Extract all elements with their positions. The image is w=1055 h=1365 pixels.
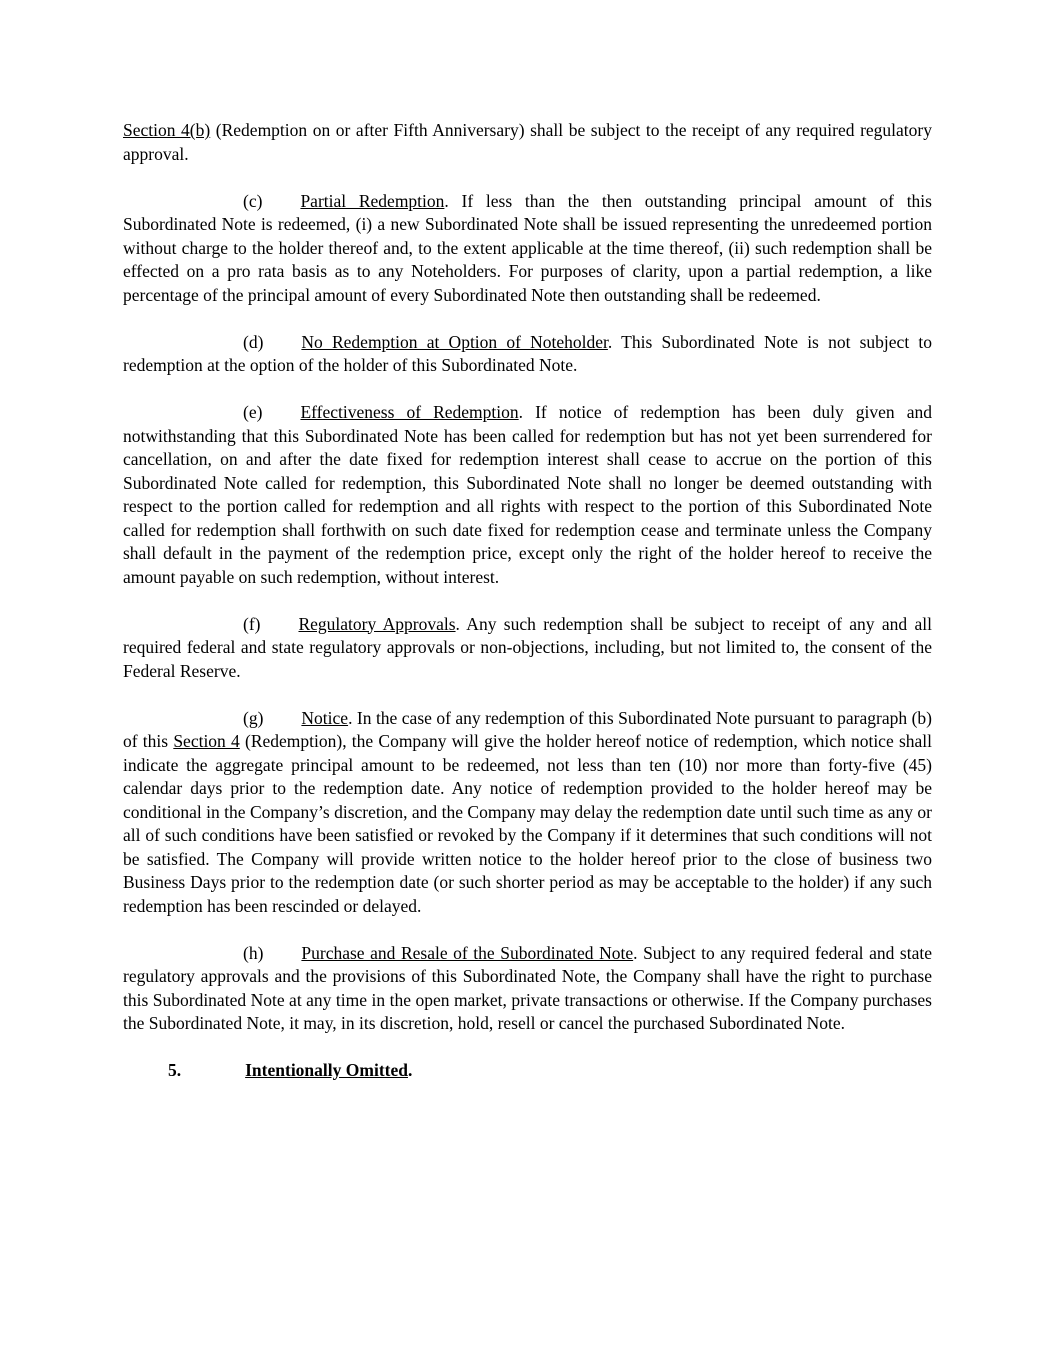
underlined-text: Section 4(b) [123,120,211,140]
underlined-text: Partial Redemption [300,190,445,211]
para-f [123,613,932,684]
text-run: . Subject to any required federal and state regulatory approvals and the provisions of this Subordinated Note, the Company shall have the right to purchase this Subordinated Note at any time in the open market, private transactions or otherwise. If the Company purchases the Subordinated Note, it may, in its discretion, hold, resell or cancel the purchased Subordinated Note. [123,942,932,1033]
underlined-text: No Redemption at Option of Noteholder [301,331,608,352]
text-run: . This Subordinated Note is not subject to redemption at the option of the holder of this Subordinated Note. [123,331,932,375]
para-g [123,707,932,919]
para-continuation [123,119,932,166]
para-h-label: (h) [243,942,264,963]
para-section-5-label: 5. [168,1060,182,1080]
text-run: . If less than the then outstanding principal amount of this Subordinated Note is redeemed, (i) a new Subordinated Note shall be issued representing the unredeemed portion without charge to the holder thereof and, to the extent applicable at the time thereof, (ii) such redemption shall be effected on a pro rata basis as to any Noteholders. For purposes of clarity, upon a partial redemption, a like percentage of the principal amount of every Subordinated Note then outstanding shall be redeemed. [123,190,932,305]
para-d-label: (d) [243,331,264,352]
underlined-text: Section 4 [173,731,240,751]
underlined-text: Intentionally Omitted [245,1060,408,1080]
para-c-label: (c) [243,190,263,211]
text-run: . If notice of redemption has been duly given and notwithstanding that this Subordinated Note has been called for redemption but has not yet been surrendered for cancellation, on and after the date fixed for redemption interest shall cease to accrue on the portion of this Subordinated Note called for redemption, this Subordinated Note shall no longer be deemed outstanding with respect to the portion called for redemption and all rights with respect to the portion of this Subordinated Note called for redemption shall forthwith on such date fixed for redemption cease and terminate unless the Company shall default in the payment of the redemption price, except only the right of the holder hereof to receive the amount payable on such redemption, without interest. [123,402,932,587]
para-e-label: (e) [243,402,263,422]
para-g-label: (g) [243,707,264,728]
para-section-5 [123,1059,932,1083]
underlined-text: Regulatory Approvals [298,613,456,634]
text-run: (Redemption), the Company will give the holder hereof notice of redemption, which notice shall indicate the aggregate principal amount to be redeemed, not less than ten (10) nor more than forty-five (45) calendar days prior to the redemption date. Any notice of redemption provided to the holder hereof may be conditional in the Company’s discretion, and the Company may delay the redemption date until such time as any or all of such conditions have been satisfied or revoked by the Company if it determines that such conditions will not be satisfied. The Company will provide written notice to the holder hereof prior to the close of business two Business Days prior to the redemption date (or such shorter period as may be acceptable to the holder) if any such redemption has been rescinded or delayed. [123,731,932,916]
para-d [123,331,932,378]
document-body [123,119,932,1083]
underlined-text: Notice [301,707,349,728]
underlined-text: Purchase and Resale of the Subordinated Note [301,942,634,963]
text-run: . In the case of any redemption of this Subordinated Note pursuant to paragraph (b) of this [123,707,932,751]
para-e [123,401,932,589]
text-run: . Any such redemption shall be subject to receipt of any and all required federal and state regulatory approvals or non-objections, including, but not limited to, the consent of the Federal Reserve. [123,613,933,681]
underlined-text: Effectiveness of Redemption [300,402,519,422]
para-c [123,190,932,308]
para-f-label: (f) [243,613,261,634]
para-h [123,942,932,1036]
text-run: (Redemption on or after Fifth Anniversary) shall be subject to the receipt of any required regulatory approval. [123,120,932,164]
text-run: . [407,1060,413,1080]
